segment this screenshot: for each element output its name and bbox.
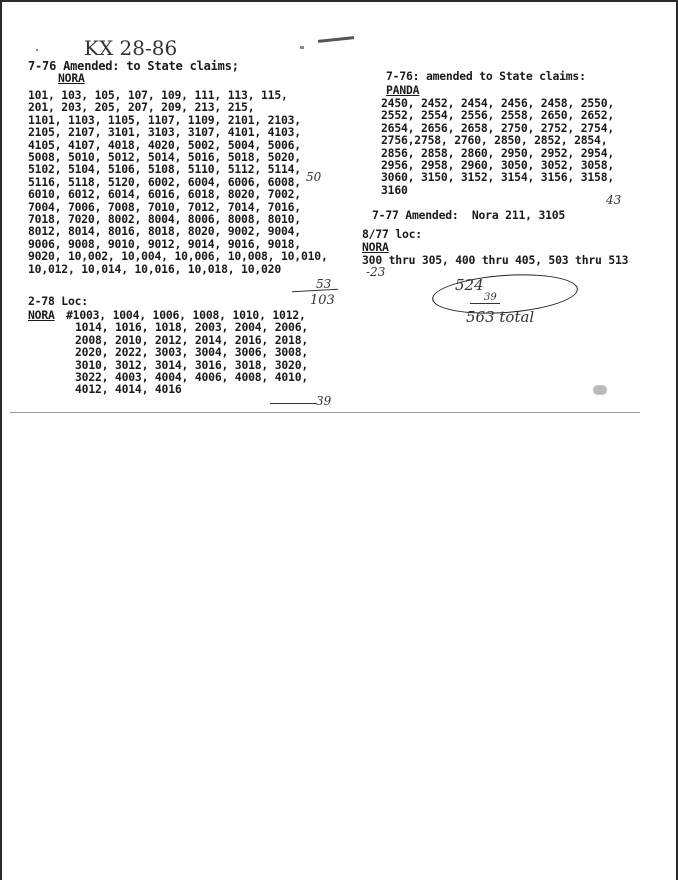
claims-line: 2552, 2554, 2556, 2558, 2650, 2652,: [381, 108, 615, 123]
loc-line: 1014, 1016, 1018, 2003, 2004, 2006,: [75, 320, 309, 335]
claims-line: 7018, 7020, 8002, 8004, 8006, 8008, 8010,: [28, 212, 301, 227]
handwritten-circled-39: 39: [484, 292, 497, 303]
claims-line: 5008, 5010, 5012, 5014, 5016, 5018, 5020,: [28, 150, 301, 165]
scan-smudge: [593, 385, 607, 395]
claims-line: 2856, 2858, 2860, 2950, 2952, 2954,: [381, 145, 615, 160]
claims-line: 10,012, 10,014, 10,016, 10,018, 10,020: [28, 261, 281, 276]
scan-smudge: [318, 36, 354, 43]
right-claims-list: [381, 97, 651, 196]
claims-line: 3160: [381, 182, 408, 197]
handwritten-note-53: 53: [316, 277, 332, 291]
handwritten-sum-line: [470, 303, 500, 304]
claims-line: 7004, 7006, 7008, 7010, 7012, 7014, 7016,: [28, 199, 301, 214]
left-loc-list: [66, 309, 326, 396]
claims-line: 201, 203, 205, 207, 209, 213, 215,: [28, 100, 255, 115]
claims-line: 2956, 2958, 2960, 3050, 3052, 3058,: [381, 158, 615, 173]
handwritten-note-43: 43: [606, 193, 622, 207]
claims-line: 1101, 1103, 1105, 1107, 1109, 2101, 2103,: [28, 112, 301, 127]
left-loc-section: [28, 295, 348, 307]
handwritten-total-note: 563 total: [466, 308, 535, 326]
handwritten-circled-524: 524: [455, 276, 484, 294]
claims-line: 9020, 10,002, 10,004, 10,006, 10,008, 10,010,: [28, 249, 328, 264]
left-loc-label: NORA: [28, 308, 55, 322]
loc-line: 3010, 3012, 3014, 3016, 3018, 3020,: [75, 357, 309, 372]
loc-line: 3022, 4003, 4004, 4006, 4008, 4010,: [75, 370, 309, 385]
scan-separator: [10, 412, 640, 413]
right-loc-heading: 8/77 loc:: [362, 227, 422, 241]
scan-smudge: [300, 46, 304, 49]
left-loc-heading: 2-78 Loc:: [28, 294, 88, 308]
handwritten-file-code: KX 28-86: [84, 36, 178, 60]
right-heading: 7-76: amended to State claims:: [386, 69, 586, 83]
handwritten-note-50: 50: [306, 170, 322, 184]
left-column: [28, 60, 348, 85]
left-heading: 7-76 Amended: to State claims;: [28, 59, 239, 73]
claims-line: 2654, 2656, 2658, 2750, 2752, 2754,: [381, 120, 615, 135]
handwritten-note-103: 103: [310, 293, 335, 308]
right-loc-line: 300 thru 305, 400 thru 405, 503 thru 513: [362, 252, 629, 267]
loc-line: 4012, 4014, 4016: [75, 382, 182, 397]
top-border: [0, 0, 678, 2]
claims-line: 2105, 2107, 3101, 3103, 3107, 4101, 4103,: [28, 125, 301, 140]
loc-line: 2020, 2022, 3003, 3004, 3006, 3008,: [75, 345, 309, 360]
loc-line: #1003, 1004, 1006, 1008, 1010, 1012,: [66, 308, 306, 322]
scan-dot: [36, 49, 38, 51]
claims-line: 2450, 2452, 2454, 2456, 2458, 2550,: [381, 96, 615, 110]
loc-line: 2008, 2010, 2012, 2014, 2016, 2018,: [75, 332, 309, 347]
claims-line: 8012, 8014, 8016, 8018, 8020, 9002, 9004,: [28, 224, 301, 239]
claims-line: 5116, 5118, 5120, 6002, 6004, 6006, 6008,: [28, 174, 301, 189]
right-subheading: PANDA: [386, 83, 420, 98]
left-subheading: NORA: [58, 71, 85, 86]
claims-line: 6010, 6012, 6014, 6016, 6018, 8020, 7002,: [28, 187, 301, 202]
right-loc-label: NORA: [362, 240, 389, 255]
claims-line: 5102, 5104, 5106, 5108, 5110, 5112, 5114,: [28, 162, 301, 177]
right-amended-line: 7-77 Amended: Nora 211, 3105: [372, 208, 566, 222]
left-border: [0, 0, 2, 880]
claims-line: 101, 103, 105, 107, 109, 111, 113, 115,: [28, 88, 288, 102]
handwritten-note-39: 39: [316, 394, 332, 408]
left-claims-list: [28, 89, 348, 275]
claims-line: 4105, 4107, 4018, 4020, 5002, 5004, 5006,: [28, 137, 301, 152]
right-loc-section: [362, 228, 662, 266]
handwritten-note-23: -23: [366, 265, 386, 279]
claims-line: 9006, 9008, 9010, 9012, 9014, 9016, 9018,: [28, 236, 301, 251]
claims-line: 3060, 3150, 3152, 3154, 3156, 3158,: [381, 170, 615, 185]
claims-line: 2756,2758, 2760, 2850, 2852, 2854,: [381, 133, 608, 148]
handwritten-underline: [270, 403, 316, 404]
right-column: [386, 70, 656, 97]
